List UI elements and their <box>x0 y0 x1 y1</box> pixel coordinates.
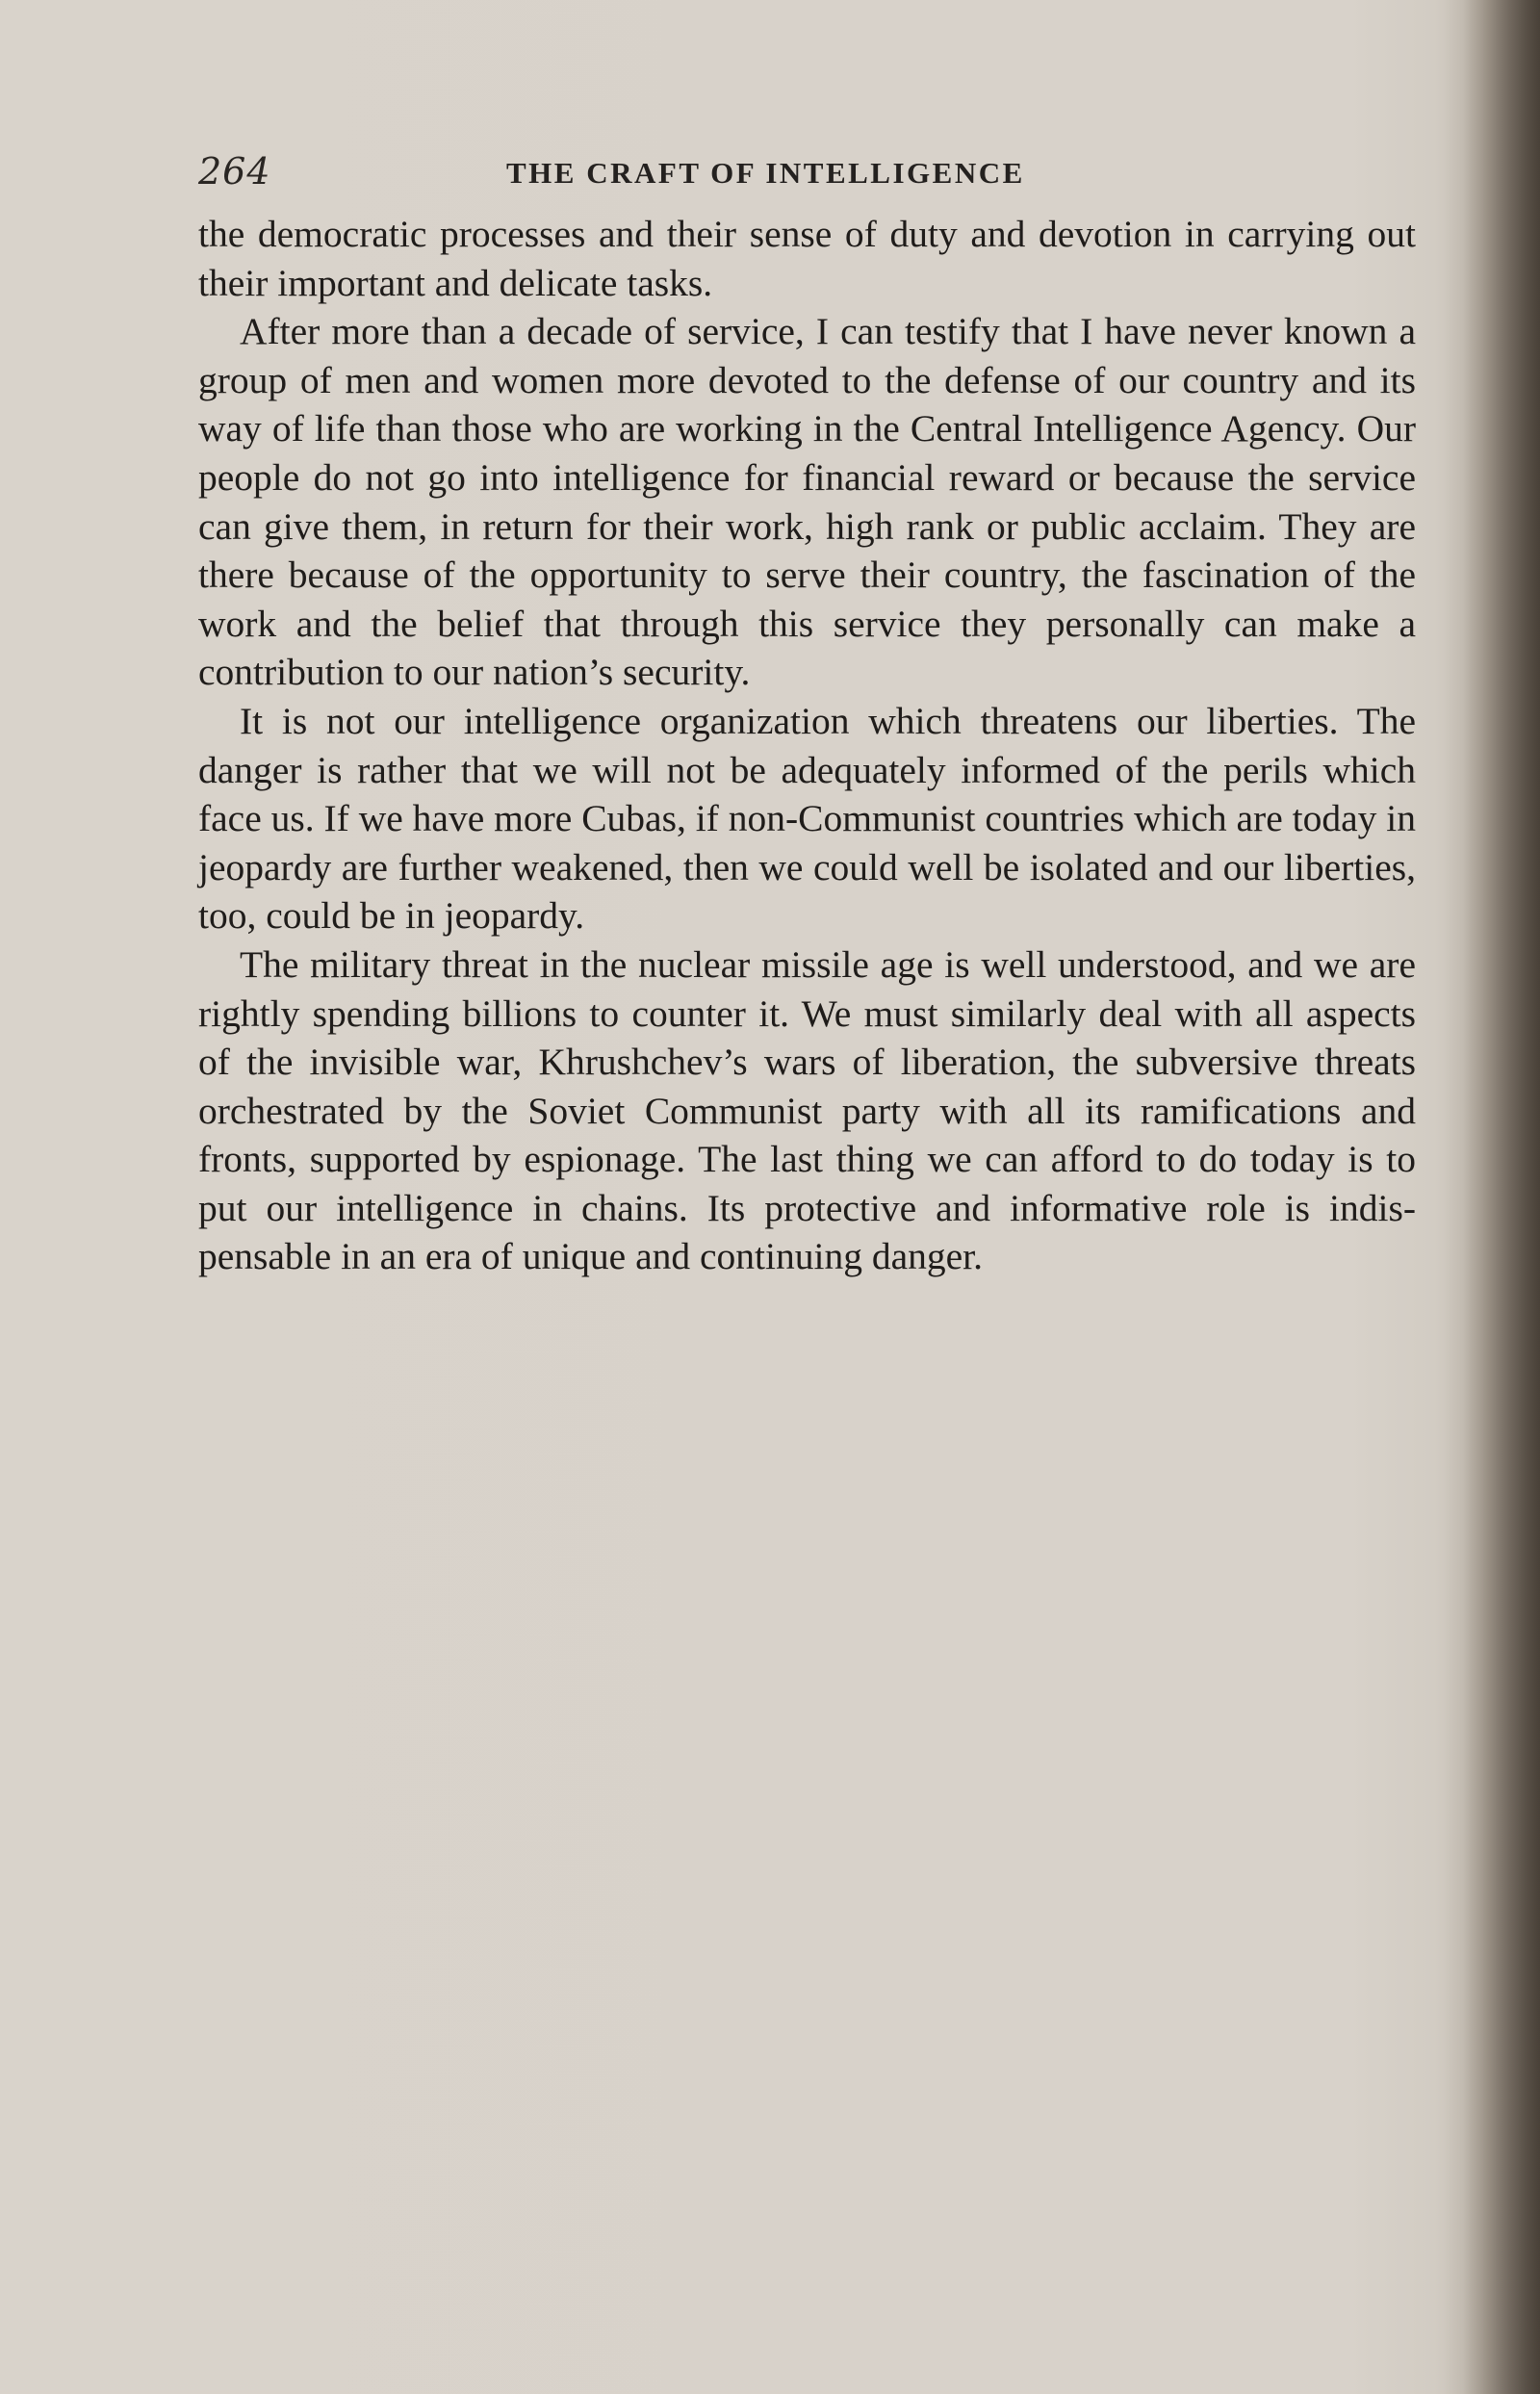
page-header <box>198 150 1416 198</box>
paragraph-3: It is not our intelligence organization which threatens our liberties. The danger is rather that we will not be adequately informed of the perils which face us. If we have more Cubas, if non-Communist countries which are today in jeopardy are further weakened, then we could well be isolated and our liberties, too, could be in jeopardy. <box>198 699 1416 938</box>
paragraph-1: the democratic processes and their sense of duty and devotion in carrying out their important and delicate tasks. <box>198 213 1416 304</box>
page-gutter-shadow <box>1444 0 1540 2394</box>
page-number: 264 <box>198 150 271 193</box>
body-text <box>198 210 1416 1281</box>
paragraph-2: After more than a decade of service, I can testify that I have never known a group of men and women more devoted to the defense of our country and its way of life than those who are working in the Central Intelligence Agency. Our people do not go into intelligence for financial reward or because the service can give them, in return for their work, high rank or public acclaim. They are there because of the opportunity to serve their country, the fascination of the work and the belief that through this service they personally can make a contribution to our nation’s security. <box>198 310 1416 694</box>
running-title: THE CRAFT OF INTELLIGENCE <box>506 156 1025 190</box>
paragraph-4: The military threat in the nuclear missile age is well understood, and we are rightly spending billions to counter it. We must similarly deal with all aspects of the invisible war, Khrushchev’s wars of liberation, the subversive threats orchestrated by the Soviet Communist party with all its ramifications and fronts, supported by espionage. The last thing we can afford to do today is to put our intelligence in chains. Its protective and informative role is indispensable in an era of unique and continuing danger. <box>198 942 1416 1278</box>
